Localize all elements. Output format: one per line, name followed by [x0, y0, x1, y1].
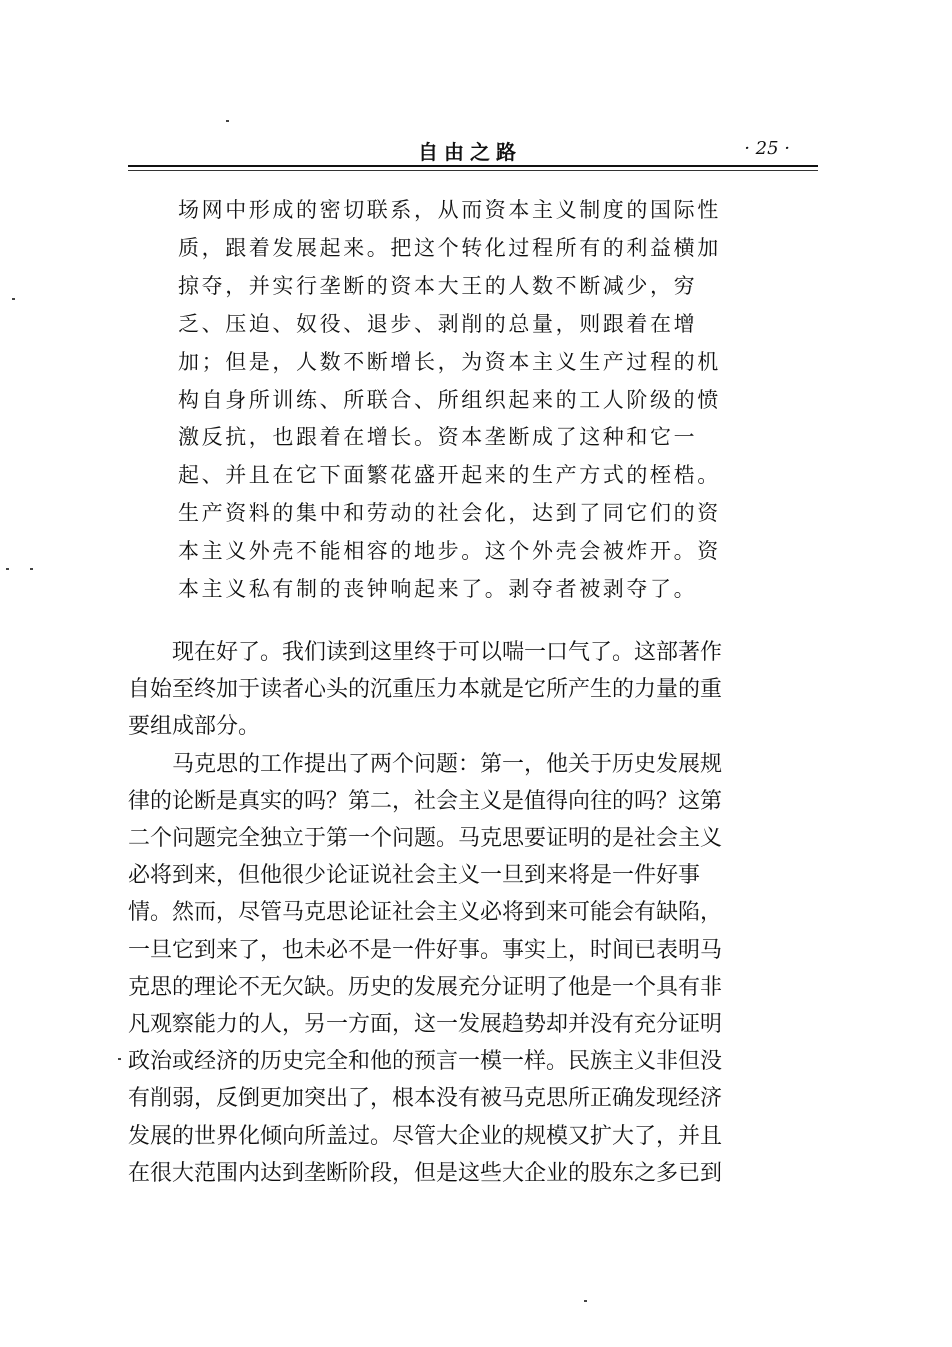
block-quote — [178, 192, 778, 609]
quote-line: 质，跟着发展起来。把这个转化过程所有的利益横加 — [178, 235, 721, 260]
body-line: 在很大范围内达到垄断阶段，但是这些大企业的股东之多已到 — [128, 1160, 723, 1186]
quote-line: 本主义私有制的丧钟响起来了。剥夺者被剥夺了。 — [178, 577, 698, 602]
header-rule — [128, 165, 818, 167]
scan-speck — [12, 298, 15, 300]
body-line: 马克思的工作提出了两个问题：第一，他关于历史发展规 — [128, 751, 723, 777]
running-title: 自由之路 — [418, 140, 522, 164]
quote-line: 加；但是，人数不断增长，为资本主义生产过程的机 — [178, 349, 721, 374]
scan-speck — [6, 568, 9, 570]
quote-line: 激反抗，也跟着在增长。资本垄断成了这种和它一 — [178, 425, 698, 450]
quote-line: 构自身所训练、所联合、所组织起来的工人阶级的愤 — [178, 387, 721, 412]
scan-speck — [30, 568, 33, 570]
body-line: 凡观察能力的人，另一方面，这一发展趋势却并没有充分证明 — [128, 1012, 723, 1038]
scan-speck — [584, 1300, 587, 1302]
body-text — [128, 634, 828, 1192]
quote-line: 乏、压迫、奴役、退步、剥削的总量，则跟着在增 — [178, 311, 698, 336]
body-line: 现在好了。我们读到这里终于可以喘一口气了。这部著作 — [128, 640, 723, 665]
quote-line: 掠夺，并实行垄断的资本大王的人数不断减少，穷 — [178, 273, 698, 298]
scan-speck — [118, 1058, 121, 1060]
body-line: 二个问题完全独立于第一个问题。马克思要证明的是社会主义 — [128, 826, 723, 852]
body-line: 情。然而，尽管马克思论证社会主义必将到来可能会有缺陷， — [128, 900, 723, 926]
body-line: 要组成部分。 — [128, 714, 261, 740]
body-line: 律的论断是真实的吗？第二，社会主义是值得向往的吗？这第 — [128, 788, 723, 814]
quote-line: 生产资料的集中和劳动的社会化，达到了同它们的资 — [178, 501, 721, 526]
body-line: 有削弱，反倒更加突出了，根本没有被马克思所正确发现经济 — [128, 1086, 723, 1112]
quote-line: 本主义外壳不能相容的地步。这个外壳会被炸开。资 — [178, 539, 721, 564]
page-header — [128, 132, 818, 168]
body-line: 必将到来，但他很少论证说社会主义一旦到来将是一件好事 — [128, 863, 701, 889]
body-line: 政治或经济的历史完全和他的预言一模一样。民族主义非但没 — [128, 1049, 723, 1075]
quote-line: 起、并且在它下面繁花盛开起来的生产方式的桎梏。 — [178, 463, 721, 488]
body-line: 自始至终加于读者心头的沉重压力本就是它所产生的力量的重 — [128, 677, 723, 703]
scan-speck — [226, 120, 229, 122]
body-line: 发展的世界化倾向所盖过。尽管大企业的规模又扩大了，并且 — [128, 1123, 723, 1149]
quote-line: 场网中形成的密切联系，从而资本主义制度的国际性 — [178, 198, 721, 222]
header-rule-thin — [128, 170, 818, 171]
body-line: 克思的理论不无欠缺。历史的发展充分证明了他是一个具有非 — [128, 974, 723, 1000]
page-number: · 25 · — [744, 138, 790, 159]
body-line: 一旦它到来了，也未必不是一件好事。事实上，时间已表明马 — [128, 937, 723, 963]
